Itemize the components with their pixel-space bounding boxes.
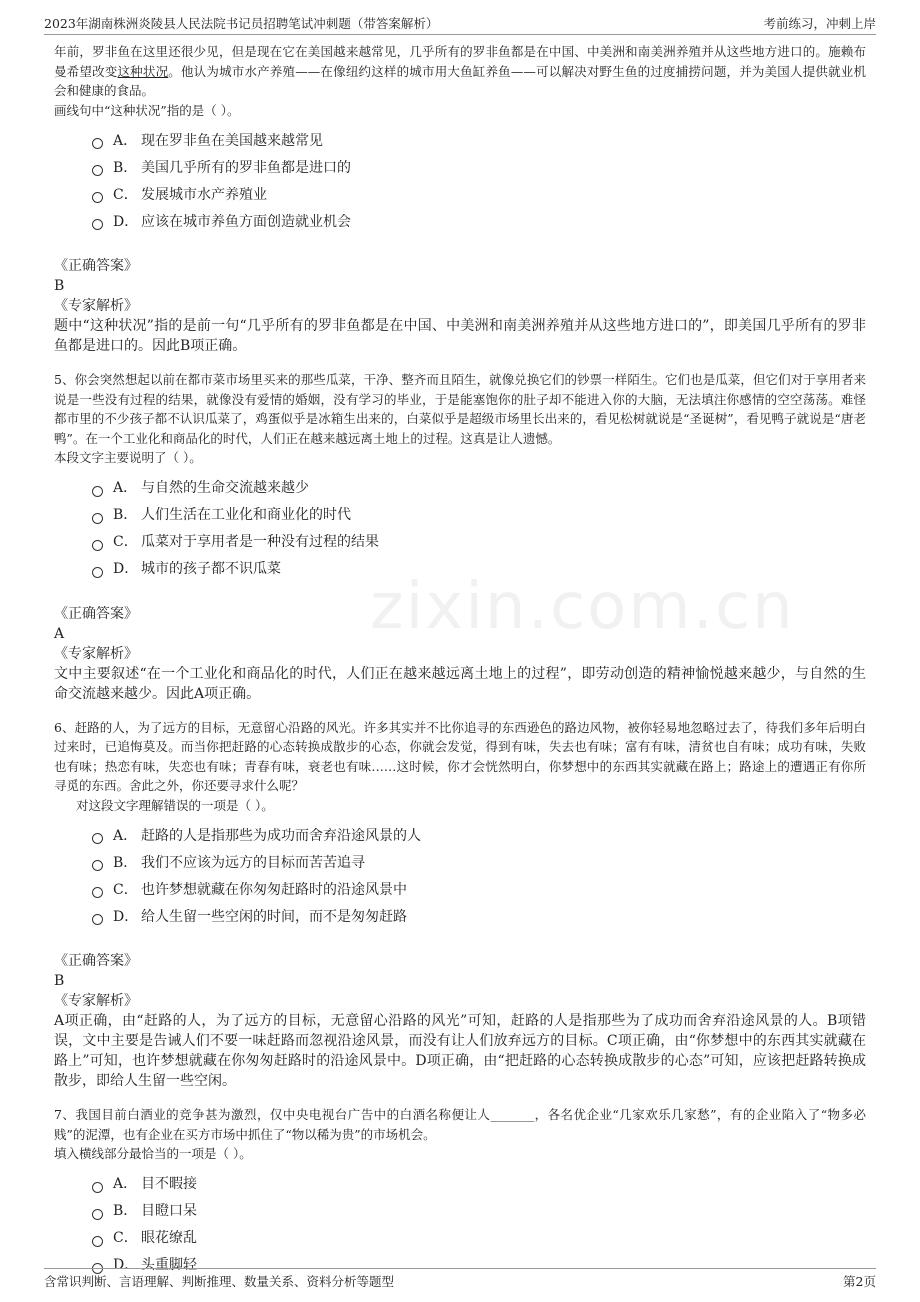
radio-icon[interactable] [92, 1182, 103, 1193]
option-c[interactable]: C． 瓜菜对于享用者是一种没有过程的结果 [92, 528, 866, 555]
answer-label: 《正确答案》 [54, 953, 138, 969]
option-c[interactable]: C． 眼花缭乱 [92, 1224, 866, 1251]
document-title: 2023年湖南株洲炎陵县人民法院书记员招聘笔试冲刺题（带答案解析） [44, 16, 439, 31]
radio-icon[interactable] [92, 165, 103, 176]
question-6 [54, 718, 866, 1092]
question-4 [54, 42, 866, 356]
answer-label: 《正确答案》 [54, 605, 138, 622]
page-number: 第2页 [843, 1274, 876, 1289]
question-6-stem: 对这段文字理解错误的一项是（ ）。 [76, 797, 274, 813]
explain-label: 《专家解析》 [54, 298, 138, 314]
explain-text: 文中主要叙述“在一个工业化和商品化的时代，人们正在越来越远离土地上的过程”，即劳动创造的精神愉悦越来越少，与自然的生命交流越来越少。因此A项正确。 [54, 665, 866, 702]
question-6-passage: 6、赶路的人，为了远方的目标，无意留心沿路的风光。许多其实并不比你追寻的东西逊色的路边风物，被你轻易地忽略过去了，待我们多年后明白过来时，已追悔莫及。而当你把赶路的心态转换成散步的心态，你就会发觉，得到有味，失去也有味；富有有味，清贫也自有味；成功有味，失败也有味；热恋有味，失恋也有味；青春有味，衰老也有味……这时候，你才会恍然明白，你梦想中的东西其实就藏在路上；路途上的遭遇正有你所寻觅的东西。舍此之外，你还要寻求什么呢？ [54, 719, 866, 793]
radio-icon[interactable] [92, 219, 103, 230]
radio-icon[interactable] [92, 1209, 103, 1220]
question-5-options [92, 474, 866, 582]
page-footer [44, 1268, 876, 1289]
option-a[interactable]: A． 现在罗非鱼在美国越来越常见 [92, 126, 866, 153]
underlined-phrase: 这种状况 [117, 63, 169, 79]
explain-text: A项正确，由“赶路的人，为了远方的目标，无意留心沿路的风光”可知，赶路的人是指那些为了成功而舍弃沿途风景的人。B项错误，文中主要是告诫人们不要一味赶路而忽视沿途风景，而没有让人们放弃远方的目标。C项正确，由“你梦想中的东西其实就藏在路上”可知，也许梦想就藏在你匆匆赶路时的沿途风景中。D项正确，由“把赶路的心态转换成散步的心态”可知，应该把赶路转换成散步，即给人生留一些空闲。 [54, 1013, 866, 1089]
radio-icon[interactable] [92, 860, 103, 871]
radio-icon[interactable] [92, 887, 103, 898]
answer-value: B [54, 973, 65, 989]
answer-value: A [54, 625, 65, 642]
watermark: zixin.com.cn [370, 570, 795, 644]
page-header [44, 12, 876, 35]
option-b[interactable]: B． 目瞪口呆 [92, 1197, 866, 1224]
footer-note: 含常识判断、言语理解、判断推理、数量关系、资料分析等题型 [44, 1274, 395, 1289]
question-5-passage: 5、你会突然想起以前在都市菜市场里买来的那些瓜菜，干净、整齐而且陌生，就像兑换它们的钞票一样陌生。它们也是瓜菜，但它们对于享用者来说是一些没有过程的结果，就像没有爱情的婚姻，没有学习的毕业，于是能塞饱你的肚子却不能进入你的大脑，无法填注你感情的空空荡荡。难怪都市里的不少孩子都不认识瓜菜了，鸡蛋似乎是冰箱生出来的，白菜似乎是超级市场里长出来的，看见松树就说是“圣诞树”，看见鸭子就说是“唐老鸭”。在一个工业化和商品化的时代，人们正在越来越远离土地上的过程。这真是让人遗憾。 [54, 372, 866, 446]
question-7-passage: 7、我国目前白酒业的竞争甚为激烈，仅中央电视台广告中的白酒名称便让人_______，各名优企业“几家欢乐几家愁”，有的企业陷入了“物多必贱”的泥潭，也有企业在买方市场中抓住了“物以稀为贵”的市场机会。 [54, 1107, 866, 1142]
question-7-options [92, 1170, 866, 1278]
question-5 [54, 370, 866, 704]
radio-icon[interactable] [92, 540, 103, 551]
option-c[interactable]: C． 发展城市水产养殖业 [92, 180, 866, 207]
radio-icon[interactable] [92, 192, 103, 203]
option-b[interactable]: B． 美国几乎所有的罗非鱼都是进口的 [92, 153, 866, 180]
option-d[interactable]: D． 应该在城市养鱼方面创造就业机会 [92, 207, 866, 234]
explain-label: 《专家解析》 [54, 993, 138, 1009]
radio-icon[interactable] [92, 567, 103, 578]
radio-icon[interactable] [92, 138, 103, 149]
header-slogan: 考前练习，冲刺上岸 [763, 16, 876, 31]
question-4-passage: 年前，罗非鱼在这里还很少见，但是现在它在美国越来越常见，几乎所有的罗非鱼都是在中国、中美洲和南美洲养殖并从这些地方进口的。施赖布曼希望改变这种状况。他认为城市水产养殖——在像纽约这样的城市用大鱼缸养鱼——可以解决对野生鱼的过度捕捞问题，并为美国人提供就业机会和健康的食品。 [54, 44, 866, 98]
radio-icon[interactable] [92, 1236, 103, 1247]
question-4-stem: 画线句中“这种状况”指的是（ ）。 [54, 102, 240, 118]
option-d[interactable]: D． 给人生留一些空闲的时间，而不是匆匆赶路 [92, 902, 866, 929]
option-a[interactable]: A． 赶路的人是指那些为成功而舍弃沿途风景的人 [92, 821, 866, 848]
option-a[interactable]: A． 目不暇接 [92, 1170, 866, 1197]
answer-value: B [54, 278, 65, 294]
radio-icon[interactable] [92, 914, 103, 925]
option-b[interactable]: B． 我们不应该为远方的目标而苦苦追寻 [92, 848, 866, 875]
question-6-options [92, 821, 866, 929]
explain-label: 《专家解析》 [54, 645, 138, 662]
page-content [54, 42, 866, 1278]
option-b[interactable]: B． 人们生活在工业化和商业化的时代 [92, 501, 866, 528]
option-a[interactable]: A． 与自然的生命交流越来越少 [92, 474, 866, 501]
question-4-options [92, 126, 866, 234]
option-d[interactable]: D． 头重脚轻 [92, 1251, 866, 1278]
question-5-stem: 本段文字主要说明了（ ）。 [54, 450, 202, 465]
radio-icon[interactable] [92, 513, 103, 524]
option-c[interactable]: C． 也许梦想就藏在你匆匆赶路时的沿途风景中 [92, 875, 866, 902]
radio-icon[interactable] [92, 486, 103, 497]
question-7 [54, 1105, 866, 1278]
question-7-stem: 填入横线部分最恰当的一项是（ ）。 [54, 1146, 252, 1161]
radio-icon[interactable] [92, 833, 103, 844]
explain-text: 题中“这种状况”指的是前一句“几乎所有的罗非鱼都是在中国、中美洲和南美洲养殖并从这些地方进口的”，即美国几乎所有的罗非鱼都是进口的。因此B项正确。 [54, 318, 866, 354]
answer-label: 《正确答案》 [54, 258, 138, 274]
option-d[interactable]: D． 城市的孩子都不识瓜菜 [92, 555, 866, 582]
